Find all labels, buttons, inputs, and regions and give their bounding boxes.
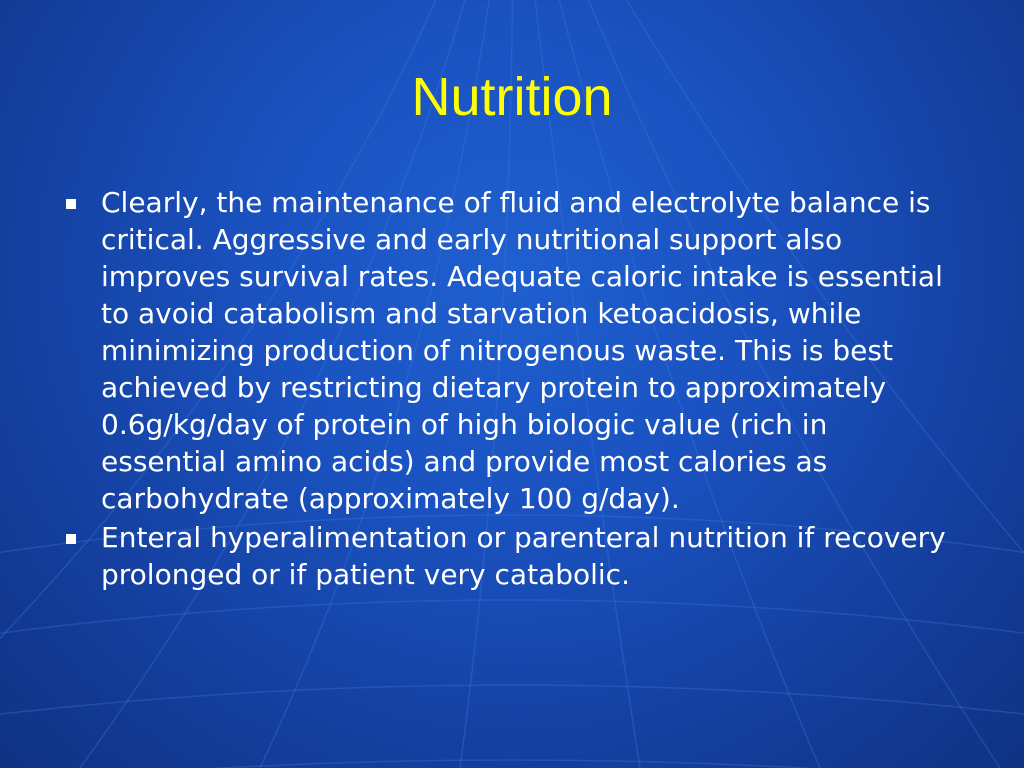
bullet-item [60, 184, 960, 517]
bullet-list [60, 184, 960, 595]
bullet-item [60, 519, 960, 593]
square-bullet-icon [66, 199, 76, 209]
slide-title: Nutrition [411, 67, 613, 127]
bullet-text: Enteral hyperalimentation or parenteral nutrition if recovery prolonged or if patient very catabolic. [101, 521, 946, 591]
square-bullet-icon [66, 534, 76, 544]
bullet-text: Clearly, the maintenance of fluid and electrolyte balance is critical. Aggressive and early nutritional support also improves survival rates. Adequate caloric intake is essential to avoid catabolism and starvation ketoacidosis, while minimizing production of nitrogenous waste. This is best achieved by restricting dietary protein to approximately 0.6g/kg/day of protein of high biologic value (rich in essential amino acids) and provide most calories as carbohydrate (approximately 100 g/day). [101, 186, 943, 515]
